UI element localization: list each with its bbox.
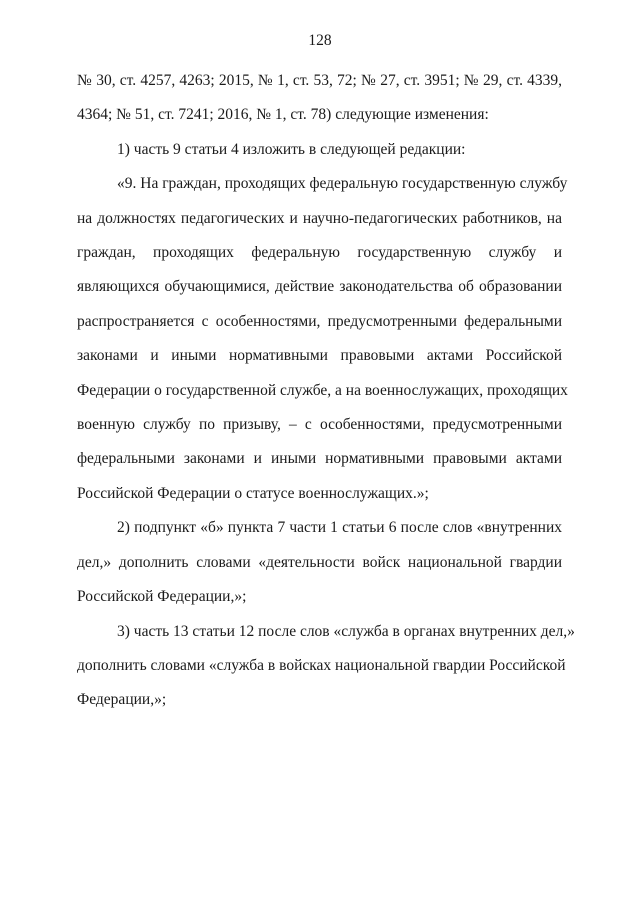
text-line: являющихся обучающимися, действие законодательства об образовании [77, 278, 562, 296]
text-line: военную службу по призыву, – с особенностями, предусмотренными [77, 416, 562, 434]
text-line: «9. На граждан, проходящих федеральную государственную службу [117, 175, 568, 193]
text-line: граждан, проходящих федеральную государственную службу и [77, 244, 562, 262]
text-line: 1) часть 9 статьи 4 изложить в следующей редакции: [117, 140, 466, 158]
document-body [77, 64, 575, 718]
text-line: Федерации о государственной службе, а на военнослужащих, проходящих [77, 381, 568, 399]
text-line: 2) подпункт «б» пункта 7 части 1 статьи 6 после слов «внутренних [117, 519, 562, 537]
text-line: дел,» дополнить словами «деятельности войск национальной гвардии [77, 553, 562, 571]
text-line: Российской Федерации,»; [77, 588, 247, 606]
page-number: 128 [308, 32, 332, 49]
text-line: федеральными законами и иными нормативными правовыми актами [77, 450, 562, 468]
text-line: Федерации,»; [77, 691, 167, 709]
text-line: дополнить словами «служба в войсках национальной гвардии Российской [77, 656, 566, 674]
text-line: № 30, ст. 4257, 4263; 2015, № 1, ст. 53, 72; № 27, ст. 3951; № 29, ст. 4339, [77, 72, 562, 89]
text-line: законами и иными нормативными правовыми актами Российской [77, 347, 562, 365]
text-line: распространяется с особенностями, предусмотренными федеральными [77, 312, 562, 330]
text-line: 4364; № 51, ст. 7241; 2016, № 1, ст. 78) следующие изменения: [77, 106, 489, 124]
text-line: 3) часть 13 статьи 12 после слов «служба в органах внутренних дел,» [117, 622, 575, 640]
text-line: на должностях педагогических и научно-педагогических работников, на [77, 209, 562, 227]
text-line: Российской Федерации о статусе военнослужащих.»; [77, 484, 429, 502]
